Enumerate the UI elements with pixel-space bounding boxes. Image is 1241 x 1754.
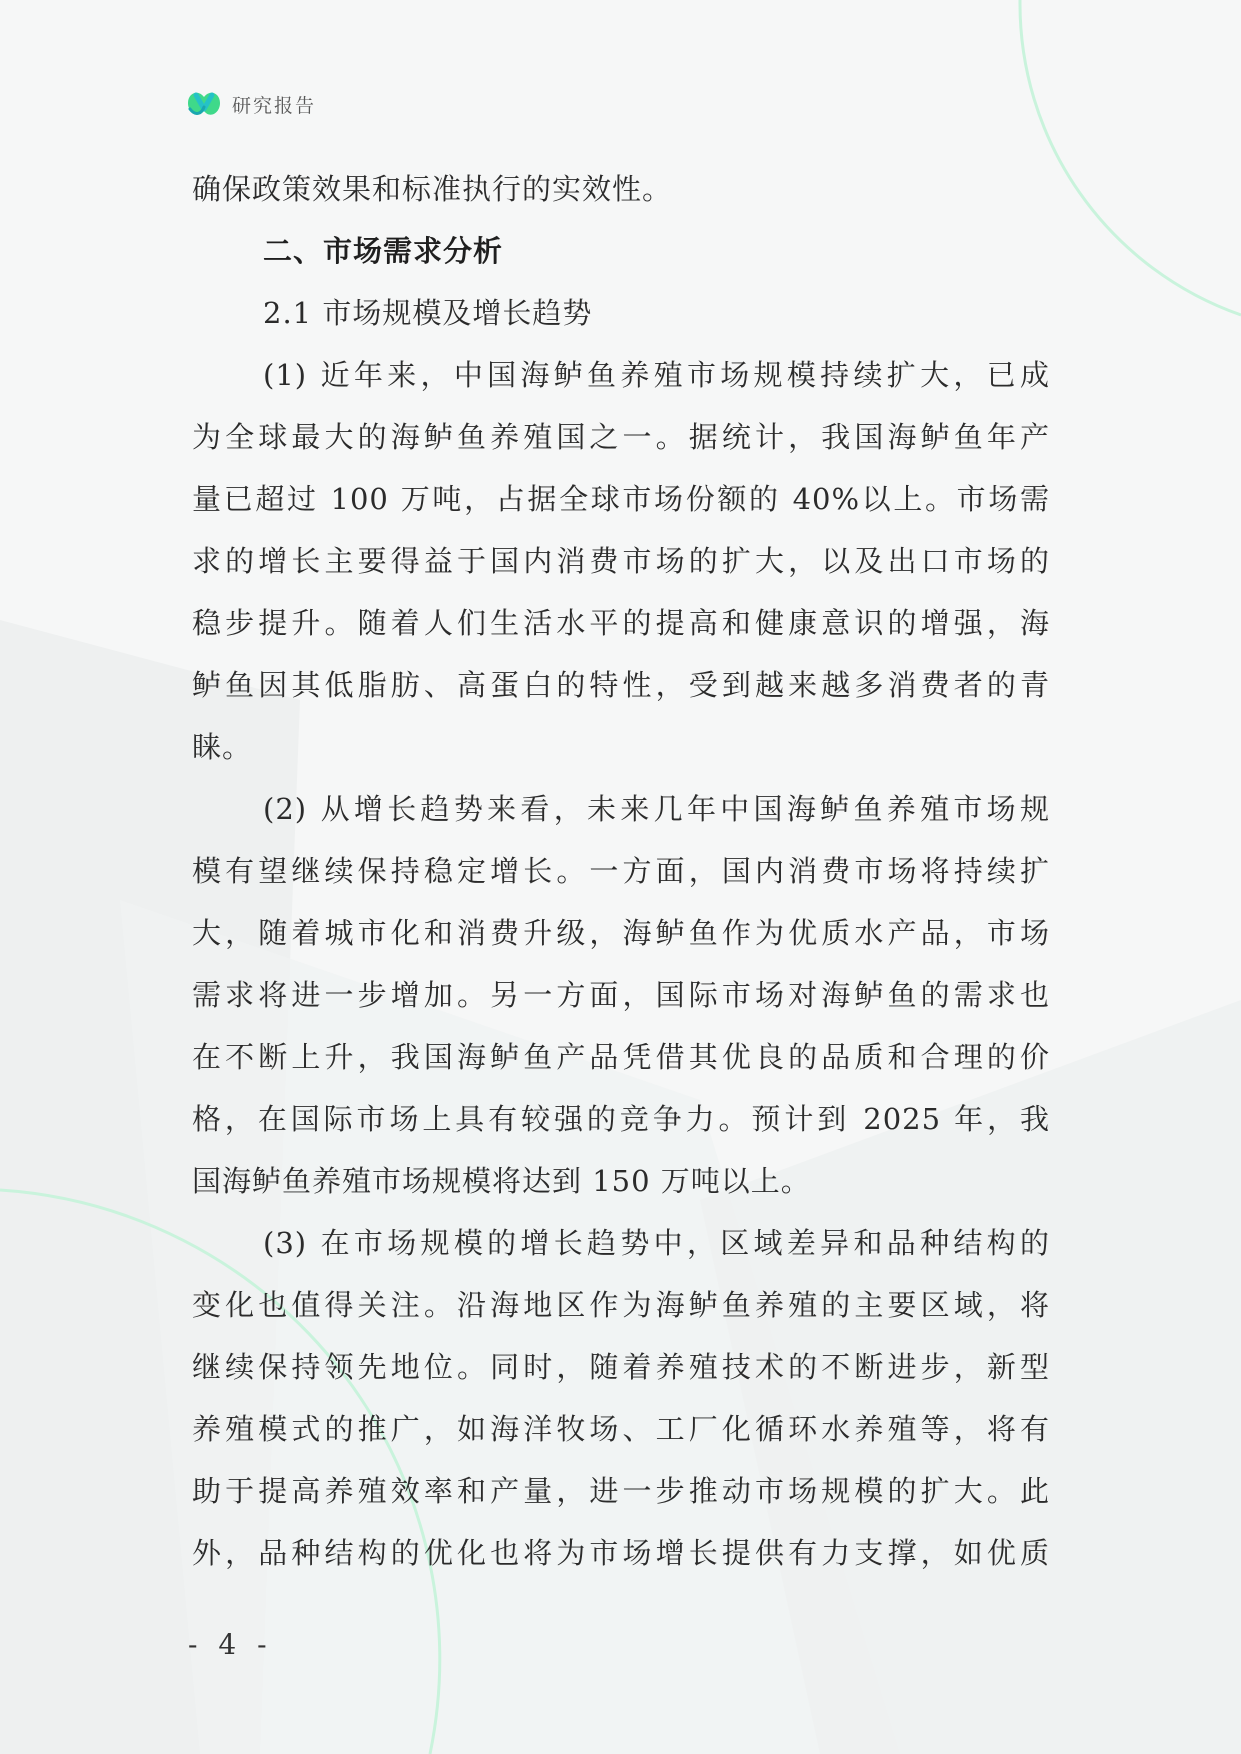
paragraph-line: 继续保持领先地位。同时，随着养殖技术的不断进步，新型 [192,1350,1050,1384]
header-title: 研究报告 [232,94,317,117]
page-number: - 4 - [188,1628,273,1661]
paragraph-line: 模有望继续保持稳定增长。一方面，国内消费市场将持续扩 [192,854,1050,888]
paragraph-line: 格，在国际市场上具有较强的竞争力。预计到 2025 年，我 [192,1102,1050,1136]
paragraph-line: 国海鲈鱼养殖市场规模将达到 150 万吨以上。 [192,1164,811,1198]
paragraph-line: (3) 在市场规模的增长趋势中，区域差异和品种结构的 [263,1226,1050,1260]
bg-arc-top-right [1020,0,1241,315]
paragraph-line: 外，品种结构的优化也将为市场增长提供有力支撑，如优质 [192,1536,1050,1570]
page-header [186,86,316,122]
subsection-heading: 2.1 市场规模及增长趋势 [263,296,593,330]
paragraph-line: 变化也值得关注。沿海地区作为海鲈鱼养殖的主要区域，将 [192,1288,1050,1322]
paragraph-line: (1) 近年来，中国海鲈鱼养殖市场规模持续扩大，已成 [263,358,1050,392]
paragraph-line: (2) 从增长趋势来看，未来几年中国海鲈鱼养殖市场规 [263,792,1050,826]
paragraph-3 [192,1212,1050,1584]
paragraph-line: 为全球最大的海鲈鱼养殖国之一。据统计，我国海鲈鱼年产 [192,420,1050,454]
paragraph-2 [192,778,1050,1212]
paragraph-line: 在不断上升，我国海鲈鱼产品凭借其优良的品质和合理的价 [192,1040,1050,1074]
paragraph-1 [192,344,1050,778]
section-heading: 二、市场需求分析 [263,234,504,268]
paragraph-line: 确保政策效果和标准执行的实效性。 [192,172,673,206]
paragraph-line: 睐。 [192,730,253,764]
paragraph-line: 大，随着城市化和消费升级，海鲈鱼作为优质水产品，市场 [192,916,1050,950]
paragraph-line: 鲈鱼因其低脂肪、高蛋白的特性，受到越来越多消费者的青 [192,668,1050,702]
paragraph-line: 助于提高养殖效率和产量，进一步推动市场规模的扩大。此 [192,1474,1050,1508]
paragraph-line: 量已超过 100 万吨，占据全球市场份额的 40%以上。市场需 [192,482,1050,516]
paragraph-line: 求的增长主要得益于国内消费市场的扩大，以及出口市场的 [192,544,1050,578]
document-body [192,158,1050,1584]
brand-logo-icon [186,87,222,121]
paragraph-line: 需求将进一步增加。另一方面，国际市场对海鲈鱼的需求也 [192,978,1050,1012]
paragraph-line: 稳步提升。随着人们生活水平的提高和健康意识的增强，海 [192,606,1050,640]
paragraph-line: 养殖模式的推广，如海洋牧场、工厂化循环水养殖等，将有 [192,1412,1050,1446]
